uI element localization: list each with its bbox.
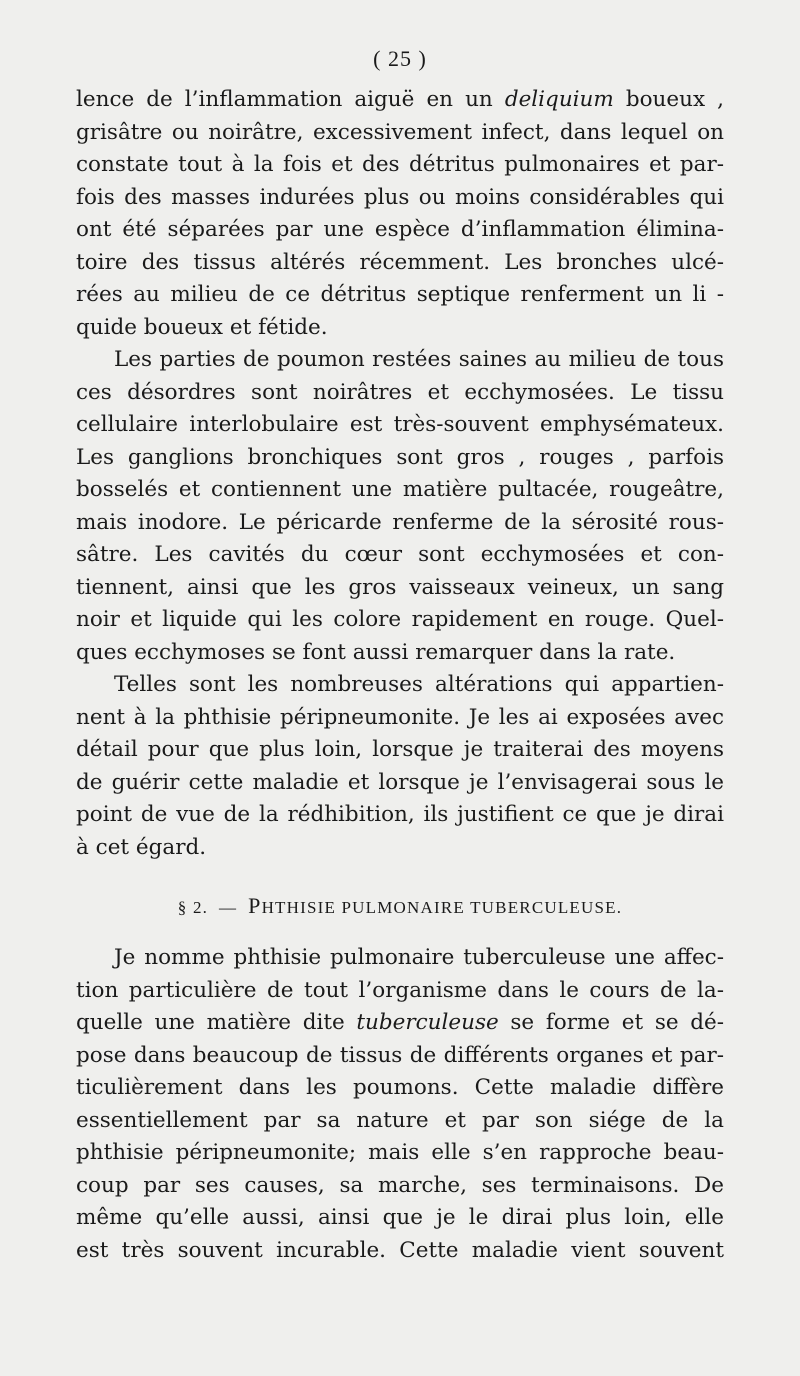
text-line: Les ganglions bronchiques sont gros , rouges , parfois (76, 444, 724, 470)
text-line: essentiellement par sa nature et par son siége de la (76, 1107, 724, 1133)
text-line: toire des tissus altérés récemment. Les bronches ulcé- (76, 249, 724, 275)
italic-term: tuberculeuse (356, 1010, 499, 1035)
text-line: ticulièrement dans les poumons. Cette maladie diffère (76, 1075, 724, 1100)
text-line: ques ecchymoses se font aussi remarquer dans la rate. (76, 639, 676, 665)
section-heading (0, 893, 800, 919)
text-line: nent à la phthisie péripneumonite. Je les ai exposées avec (76, 704, 724, 730)
text-line: bosselés et contiennent une matière pultacée, rougeâtre, (76, 477, 724, 502)
text-line: tiennent, ainsi que les gros vaisseaux veineux, un sang (76, 574, 724, 600)
paragraph-3 (76, 669, 724, 864)
text-line: sâtre. Les cavités du cœur sont ecchymosées et con- (76, 542, 724, 567)
text-line: quide boueux et fétide. (76, 314, 328, 340)
paragraph-1 (76, 84, 724, 344)
text-line: quelle une matière dite tuberculeuse se forme et se dé- (76, 1010, 725, 1035)
text-line: tion particulière de tout l’organisme dans le cours de la- (76, 977, 724, 1003)
text-line: ces désordres sont noirâtres et ecchymosées. Le tissu (76, 379, 724, 405)
section-title: HTHISIE PULMONAIRE TUBERCULEUSE. (261, 898, 623, 917)
paragraph-4 (76, 942, 724, 1267)
text-line: Je nomme phthisie pulmonaire tuberculeuse une affec- (114, 945, 724, 970)
text-line: à cet égard. (76, 834, 207, 860)
text-line: coup par ses causes, sa marche, ses terminaisons. De (76, 1172, 724, 1198)
text-line: pose dans beaucoup de tissus de différents organes et par- (76, 1042, 724, 1068)
text-line: mais inodore. Le péricarde renferme de la sérosité rous- (76, 509, 724, 535)
text-line: point de vue de la rédhibition, ils justifient ce que je dirai (76, 802, 724, 827)
text-line: fois des masses indurées plus ou moins considérables qui (76, 184, 724, 210)
text-line: Les parties de poumon restées saines au milieu de tous (114, 347, 724, 372)
text-line: est très souvent incurable. Cette maladie vient souvent (76, 1237, 724, 1263)
text-line: cellulaire interlobulaire est très-souvent emphysémateux. (76, 412, 724, 437)
text-line: même qu’elle aussi, ainsi que je le dirai plus loin, elle (76, 1205, 724, 1230)
text-line: lence de l’inflammation aiguë en un deliquium boueux , (76, 87, 724, 112)
text-line: phthisie péripneumonite; mais elle s’en rapproche beau- (76, 1140, 724, 1165)
text-line: constate tout à la fois et des détritus pulmonaires et par- (76, 152, 724, 177)
text-line: de guérir cette maladie et lorsque je l’envisagerai sous le (76, 769, 724, 795)
paragraph-2 (76, 344, 724, 669)
italic-term: deliquium (504, 87, 614, 112)
body-text-upper (76, 84, 724, 864)
page-number: ( 25 ) (373, 46, 427, 71)
text-line: noir et liquide qui les colore rapidement en rouge. Quel- (76, 607, 724, 632)
text-line: Telles sont les nombreuses altérations qui appartien- (114, 672, 724, 697)
body-text-lower (76, 942, 724, 1267)
text-line: ont été séparées par une espèce d’inflammation élimina- (76, 217, 724, 242)
text-line: détail pour que plus loin, lorsque je traiterai des moyens (76, 737, 724, 762)
section-dash: — (219, 898, 238, 917)
text-line: grisâtre ou noirâtre, excessivement infect, dans lequel on (76, 119, 724, 145)
section-number: § 2. (177, 898, 209, 917)
text-line: rées au milieu de ce détritus septique renferment un li - (76, 282, 724, 307)
section-title-initial: P (248, 893, 262, 918)
